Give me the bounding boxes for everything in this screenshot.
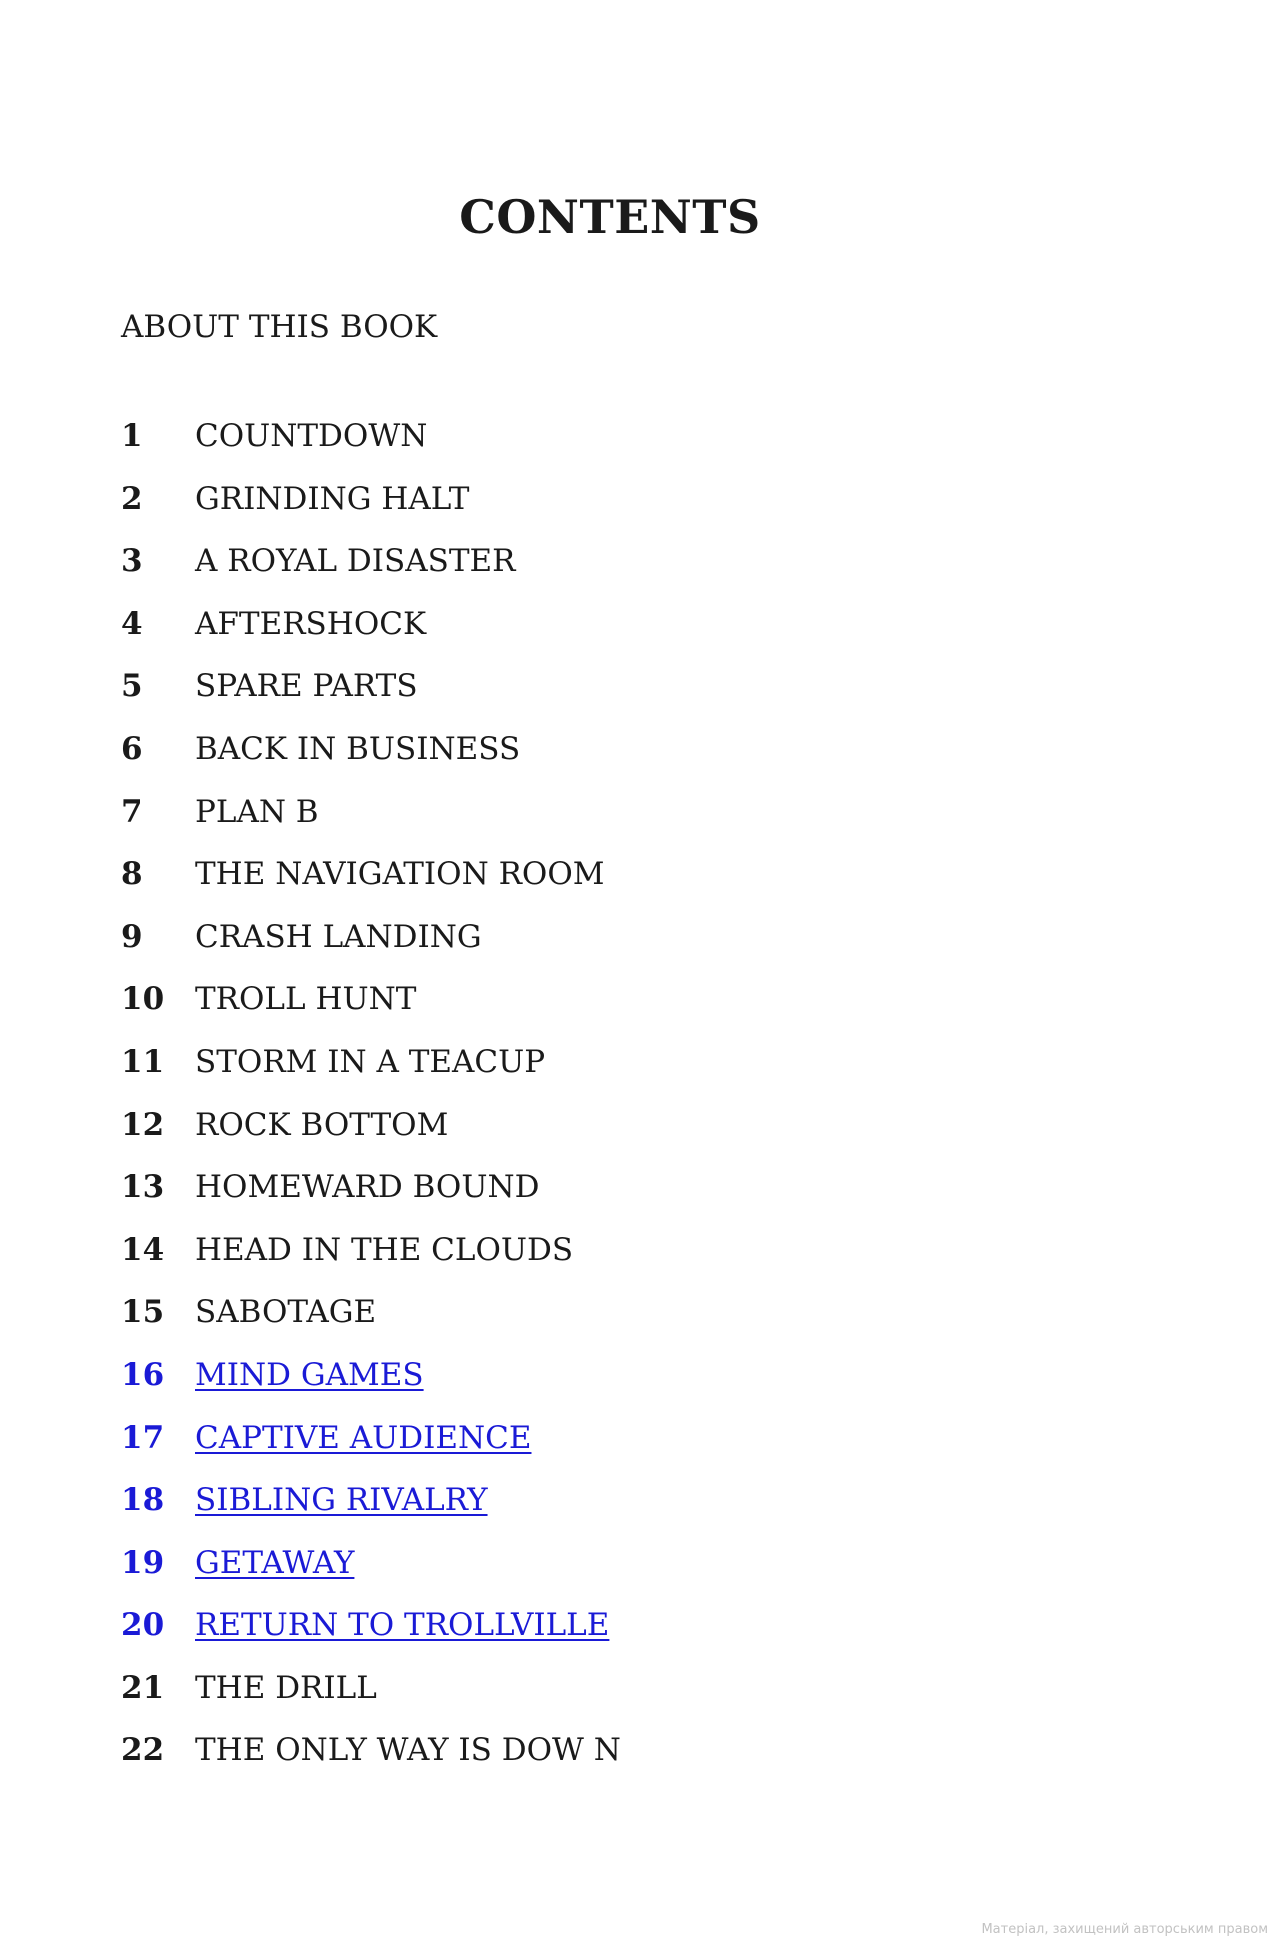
chapter-number: 6: [121, 730, 143, 767]
toc-entry-chapter-4: [121, 602, 621, 665]
toc-entry-chapter-15: [121, 1290, 621, 1353]
chapter-title: COUNTDOWN: [195, 418, 428, 454]
chapter-title: SPARE PARTS: [195, 668, 418, 705]
chapter-number: 8: [121, 856, 143, 893]
toc-entry-chapter-6: [121, 727, 621, 790]
toc-entry-chapter-20[interactable]: [121, 1603, 621, 1666]
chapter-number: 22: [121, 1732, 165, 1769]
toc-entry-chapter-9: [121, 915, 621, 978]
chapter-number: 1: [121, 418, 143, 454]
chapter-title: GRINDING HALT: [195, 480, 470, 517]
chapter-number: 16: [121, 1356, 165, 1393]
chapter-title: ROCK BOTTOM: [195, 1106, 449, 1143]
toc-entry-chapter-21: [121, 1666, 621, 1729]
chapter-number: 5: [121, 668, 143, 705]
toc-entry-chapter-18[interactable]: [121, 1478, 621, 1541]
chapter-number: 11: [121, 1043, 165, 1080]
chapter-number: 20: [121, 1607, 165, 1644]
toc-entry-chapter-14: [121, 1228, 621, 1291]
chapter-number: 13: [121, 1169, 165, 1206]
chapter-title: TROLL HUNT: [195, 981, 417, 1018]
chapter-number: 19: [121, 1544, 165, 1581]
toc-entry-chapter-5: [121, 664, 621, 727]
chapter-number: 7: [121, 793, 143, 830]
chapter-number: 21: [121, 1669, 165, 1706]
toc-entry-chapter-13: [121, 1165, 621, 1228]
toc-entry-chapter-3: [121, 539, 621, 602]
chapter-title: THE DRILL: [195, 1669, 377, 1706]
chapter-title: RETURN TO TROLLVILLE: [195, 1607, 610, 1644]
toc-entry-chapter-1: [121, 414, 621, 477]
chapter-title: THE ONLY WAY IS DOW N: [195, 1732, 621, 1769]
chapter-number: 9: [121, 918, 143, 955]
chapter-title: HOMEWARD BOUND: [195, 1169, 540, 1206]
toc-entry-chapter-16[interactable]: [121, 1353, 621, 1416]
chapter-number: 17: [121, 1419, 165, 1456]
chapter-title: STORM IN A TEACUP: [195, 1043, 546, 1080]
toc-entry-chapter-22: [121, 1728, 621, 1791]
chapter-number: 14: [121, 1231, 165, 1268]
chapter-number: 10: [121, 981, 165, 1018]
chapter-title: CAPTIVE AUDIENCE: [195, 1419, 532, 1456]
chapter-title: GETAWAY: [195, 1544, 355, 1581]
chapter-title: HEAD IN THE CLOUDS: [195, 1231, 574, 1268]
chapter-title: SIBLING RIVALRY: [195, 1482, 488, 1519]
chapter-number: 3: [121, 543, 143, 580]
chapter-title: AFTERSHOCK: [195, 605, 427, 642]
chapter-title: MIND GAMES: [195, 1356, 424, 1393]
chapter-title: BACK IN BUSINESS: [195, 730, 521, 767]
chapter-number: 2: [121, 480, 143, 517]
table-of-contents: [121, 414, 621, 1791]
copyright-watermark: Матеріал, захищений авторським правом: [981, 1922, 1268, 1937]
toc-entry-chapter-11: [121, 1040, 621, 1103]
chapter-title: A ROYAL DISASTER: [195, 543, 516, 580]
chapter-title: THE NAVIGATION ROOM: [195, 856, 605, 893]
chapter-title: SABOTAGE: [195, 1294, 377, 1331]
chapter-number: 15: [121, 1294, 165, 1331]
page-title: CONTENTS: [459, 190, 761, 244]
toc-entry-chapter-2: [121, 477, 621, 540]
toc-entry-chapter-19[interactable]: [121, 1541, 621, 1604]
chapter-title: CRASH LANDING: [195, 918, 482, 955]
toc-entry-chapter-12: [121, 1103, 621, 1166]
chapter-number: 4: [121, 605, 143, 642]
toc-entry-chapter-7: [121, 790, 621, 853]
toc-entry-chapter-8: [121, 852, 621, 915]
chapter-title: PLAN B: [195, 793, 319, 830]
toc-entry-chapter-17[interactable]: [121, 1416, 621, 1479]
about-this-book-entry: ABOUT THIS BOOK: [121, 309, 438, 345]
chapter-number: 12: [121, 1106, 165, 1143]
toc-entry-chapter-10: [121, 977, 621, 1040]
chapter-number: 18: [121, 1482, 165, 1519]
